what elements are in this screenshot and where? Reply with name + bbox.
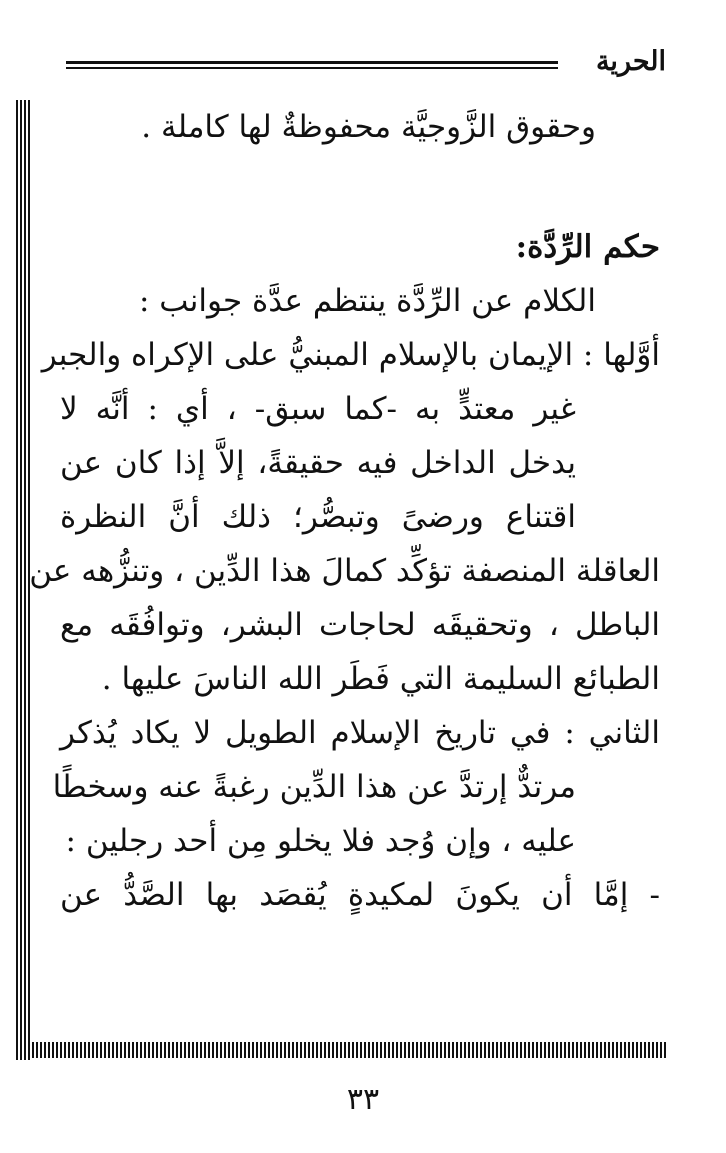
- body-line-9: الطبائع السليمة التي فَطَر الله الناسَ عليها .: [101, 661, 660, 697]
- body-line-8: الباطل ، وتحقيقَه لحاجات البشر، وتوافُقَه مع: [60, 607, 660, 643]
- body-line-3: أوَّلها : الإيمان بالإسلام المبنيُّ على الإكراه والجبر: [41, 337, 660, 373]
- body-line-13: - إمَّا أن يكونَ لمكيدةٍ يُقصَد بها الصَّدُّ عن: [60, 877, 660, 913]
- body-line-10: الثاني : في تاريخ الإسلام الطويل لا يكاد يُذكر: [60, 715, 660, 751]
- bottom-border-rule: [16, 1042, 666, 1058]
- page-number: ٣٣: [346, 1082, 380, 1117]
- body-line-1: وحقوق الزَّوجيَّة محفوظةٌ لها كاملة .: [141, 109, 596, 145]
- body-line-6: اقتناع ورضىً وتبصُّر؛ ذلك أنَّ النظرة: [60, 499, 576, 535]
- running-header: [66, 44, 666, 84]
- body-line-12: عليه ، وإن وُجد فلا يخلو مِن أحد رجلين :: [65, 823, 576, 859]
- body-line-7: العاقلة المنصفة تؤكِّد كمالَ هذا الدِّين ، وتنزُّهه عن: [29, 553, 660, 589]
- header-title: الحرية: [595, 46, 666, 77]
- body-line-2: الكلام عن الرِّدَّة ينتظم عدَّة جوانب :: [138, 283, 596, 319]
- body-line-5: يدخل الداخل فيه حقيقةً، إلاَّ إذا كان عن: [60, 445, 576, 481]
- body-line-4: غير معتدٍّ به -كما سبق- ، أي : أنَّه لا: [60, 391, 576, 427]
- section-heading: حكم الرِّدَّة:: [515, 229, 660, 265]
- header-rule: [66, 61, 558, 69]
- body-line-11: مرتدٌّ إرتدَّ عن هذا الدِّين رغبةً عنه وسخطًا: [52, 769, 576, 805]
